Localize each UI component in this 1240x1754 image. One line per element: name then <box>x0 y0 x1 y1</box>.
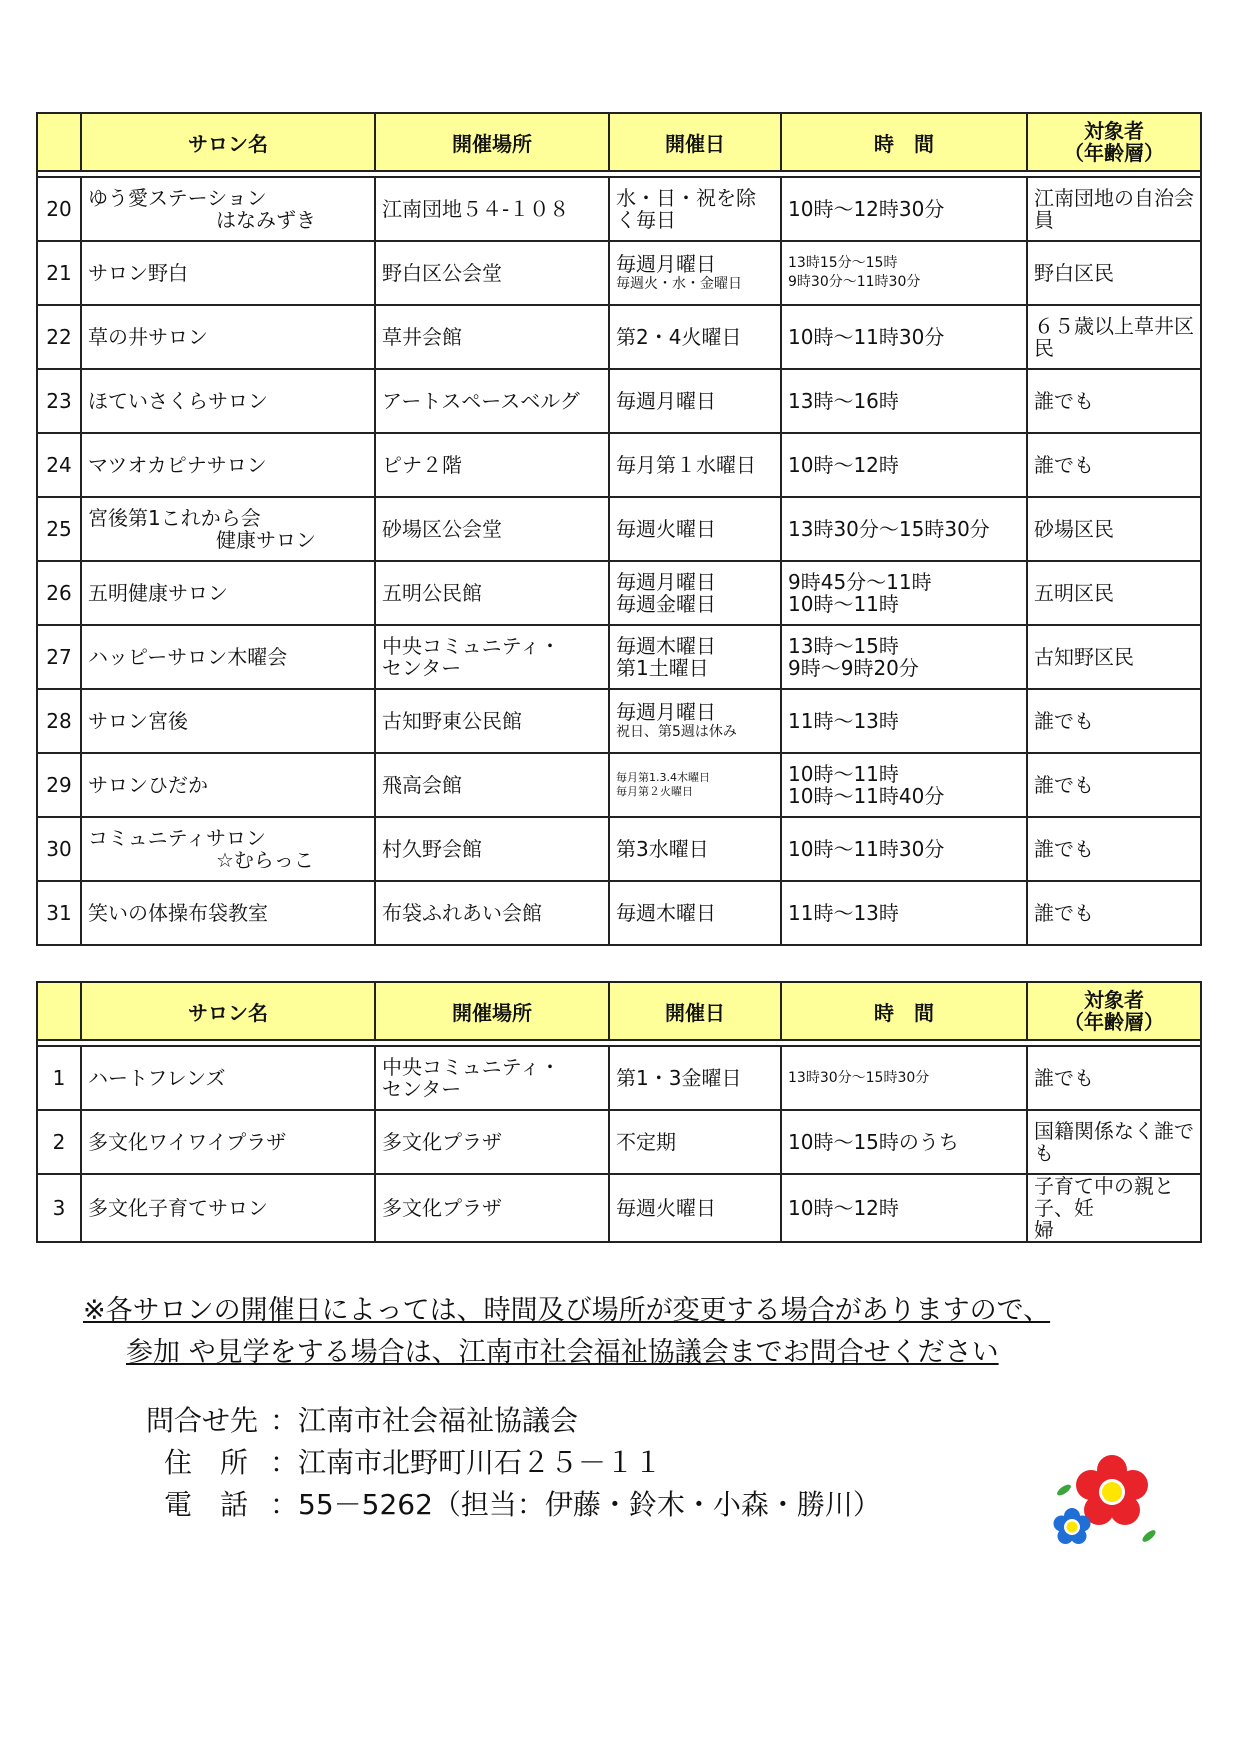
cell-name <box>81 369 375 433</box>
cell-name-line: コミュニティサロン <box>88 826 266 850</box>
cell-name <box>81 817 375 881</box>
cell-place-line: 飛高会館 <box>382 773 462 797</box>
table-row <box>37 625 1201 689</box>
cell-time-line: 11時～13時 <box>788 709 899 733</box>
flower-icon <box>1046 1452 1158 1554</box>
cell-place-line: 古知野東公民館 <box>382 709 522 733</box>
cell-target-line: 野白区民 <box>1034 261 1114 285</box>
header-target-line2: （年齢層） <box>1064 141 1164 165</box>
cell-place <box>375 1174 609 1242</box>
cell-day-line: 不定期 <box>616 1130 676 1154</box>
cell-day <box>609 1174 781 1242</box>
row-number: 20 <box>37 177 81 241</box>
cell-time-line: 10時～11時30分 <box>788 837 945 861</box>
cell-time <box>781 1046 1027 1110</box>
cell-day-line: 第1土曜日 <box>616 656 709 680</box>
cell-target-line: 誰でも <box>1034 773 1094 797</box>
table-row <box>37 433 1201 497</box>
cell-time <box>781 561 1027 625</box>
cell-day-line: 毎週木曜日 <box>616 901 716 925</box>
cell-place <box>375 625 609 689</box>
salon-table-2 <box>36 981 1202 1243</box>
cell-target-line: 誰でも <box>1034 837 1094 861</box>
cell-day-line: 第2・4火曜日 <box>616 325 742 349</box>
cell-target <box>1027 881 1201 945</box>
cell-place-line: 村久野会館 <box>382 837 482 861</box>
contact-org-row <box>146 1400 881 1442</box>
table-row <box>37 817 1201 881</box>
cell-day <box>609 497 781 561</box>
cell-place-line: 多文化プラザ <box>382 1196 502 1220</box>
contact-org-label: 問合せ先 <box>146 1404 259 1437</box>
cell-day-line: 毎週月曜日 <box>616 699 716 724</box>
cell-place <box>375 497 609 561</box>
table-row <box>37 689 1201 753</box>
cell-target <box>1027 1046 1201 1110</box>
cell-place-line: 中央コミュニティ・ <box>382 1055 560 1079</box>
cell-place <box>375 881 609 945</box>
cell-day-line: 毎週月曜日 <box>616 389 716 413</box>
cell-day <box>609 625 781 689</box>
cell-name-line: ほていさくらサロン <box>88 389 268 413</box>
cell-place-line: 砂場区公会堂 <box>382 517 502 541</box>
table-row <box>37 305 1201 369</box>
cell-name <box>81 753 375 817</box>
cell-target-line: 誰でも <box>1034 1066 1094 1090</box>
cell-place-line: 江南団地５４-１０８ <box>382 197 570 221</box>
header-day: 開催日 <box>609 113 781 171</box>
cell-time-line: 9時～9時20分 <box>788 656 919 680</box>
cell-day-line: 毎週火曜日 <box>616 1196 716 1220</box>
cell-day <box>609 241 781 305</box>
cell-day-line: 毎月第２火曜日 <box>616 785 693 798</box>
cell-time-line: 13時30分～15時30分 <box>788 517 990 541</box>
cell-place-line: センター <box>382 656 462 680</box>
cell-name <box>81 1174 375 1242</box>
table-header-row <box>37 113 1201 171</box>
notice-line-1: ※各サロンの開催日によっては、時間及び場所が変更する場合がありますので、 <box>83 1295 1051 1326</box>
cell-day-line: 毎月第１水曜日 <box>616 453 756 477</box>
cell-place <box>375 561 609 625</box>
cell-target-line: 国籍関係なく誰でも <box>1034 1119 1194 1165</box>
header-time: 時 間 <box>781 113 1027 171</box>
cell-name-line: 多文化子育てサロン <box>88 1196 268 1220</box>
cell-place-line: 布袋ふれあい会館 <box>382 901 542 925</box>
contact-address: ：江南市北野町川石２５－１１ <box>270 1446 663 1479</box>
cell-name-line: 宮後第1これから会 <box>88 506 261 530</box>
cell-name <box>81 625 375 689</box>
cell-day <box>609 369 781 433</box>
cell-target-line: 婦 <box>1034 1218 1054 1242</box>
cell-time-line: 10時～11時 <box>788 762 899 786</box>
row-number: 26 <box>37 561 81 625</box>
cell-target <box>1027 625 1201 689</box>
cell-name-line: 健康サロン <box>216 528 316 552</box>
cell-place <box>375 305 609 369</box>
cell-place-line: 五明公民館 <box>382 581 482 605</box>
cell-place <box>375 689 609 753</box>
cell-place <box>375 1046 609 1110</box>
contact-address-label: 住 所 <box>164 1446 249 1479</box>
cell-day <box>609 1046 781 1110</box>
cell-place <box>375 753 609 817</box>
cell-time-line: 10時～12時 <box>788 453 899 477</box>
cell-time <box>781 817 1027 881</box>
contact-address-row <box>146 1442 881 1484</box>
header-place: 開催場所 <box>375 982 609 1040</box>
table-row <box>37 177 1201 241</box>
cell-target <box>1027 305 1201 369</box>
cell-place-line: アートスペースベルグ <box>382 389 580 413</box>
cell-day <box>609 305 781 369</box>
cell-name-line: サロン野白 <box>88 261 188 285</box>
cell-name <box>81 433 375 497</box>
row-number: 24 <box>37 433 81 497</box>
cell-time-line: 13時30分～15時30分 <box>788 1069 930 1086</box>
cell-time <box>781 177 1027 241</box>
cell-time-line: 9時45分～11時 <box>788 570 932 594</box>
cell-time <box>781 625 1027 689</box>
cell-day-line: 第3水曜日 <box>616 837 709 861</box>
cell-place-line: センター <box>382 1077 462 1101</box>
cell-name-line: 笑いの体操布袋教室 <box>88 901 268 925</box>
table-row <box>37 1174 1201 1242</box>
cell-name-line: 草の井サロン <box>88 325 208 349</box>
cell-name-line: マツオカピナサロン <box>88 453 267 477</box>
cell-name-line: ハッピーサロン木曜会 <box>88 645 288 669</box>
cell-target <box>1027 753 1201 817</box>
notice-line-2: 参加 や見学をする場合は、江南市社会福祉協議会までお問合せください <box>126 1337 999 1368</box>
table-row <box>37 241 1201 305</box>
cell-time-line: 10時～11時30分 <box>788 325 945 349</box>
cell-name-line: ゆう愛ステーション <box>88 186 267 210</box>
cell-place <box>375 433 609 497</box>
cell-name-line: サロン宮後 <box>88 709 188 733</box>
cell-time-line: 10時～12時30分 <box>788 197 945 221</box>
header-target <box>1027 982 1201 1040</box>
cell-name-line: はなみずき <box>216 208 316 232</box>
cell-target <box>1027 241 1201 305</box>
cell-target-line: 誰でも <box>1034 453 1094 477</box>
contact-tel-row <box>146 1484 881 1526</box>
cell-time-line: 13時～16時 <box>788 389 899 413</box>
cell-time-line: 10時～11時40分 <box>788 784 945 808</box>
row-number: 3 <box>37 1174 81 1242</box>
contact-tel: ：55－5262（担当：伊藤・鈴木・小森・勝川） <box>270 1488 881 1521</box>
cell-target <box>1027 561 1201 625</box>
cell-name <box>81 241 375 305</box>
cell-day <box>609 817 781 881</box>
table-row <box>37 1046 1201 1110</box>
cell-day-line: 毎週月曜日 <box>616 570 716 594</box>
cell-name <box>81 881 375 945</box>
cell-target <box>1027 497 1201 561</box>
row-number: 22 <box>37 305 81 369</box>
cell-time <box>781 1110 1027 1174</box>
cell-time-line: 10時～15時のうち <box>788 1130 959 1154</box>
cell-time-line: 13時～15時 <box>788 634 899 658</box>
cell-time-line: 10時～12時 <box>788 1196 899 1220</box>
header-time: 時 間 <box>781 982 1027 1040</box>
cell-time <box>781 433 1027 497</box>
cell-name-line: 多文化ワイワイプラザ <box>88 1130 287 1154</box>
row-number: 2 <box>37 1110 81 1174</box>
cell-target <box>1027 177 1201 241</box>
table-row <box>37 753 1201 817</box>
row-number: 29 <box>37 753 81 817</box>
cell-place-line: 多文化プラザ <box>382 1130 502 1154</box>
cell-target-line: 砂場区民 <box>1034 517 1114 541</box>
cell-place <box>375 369 609 433</box>
cell-name <box>81 1110 375 1174</box>
cell-day-line: 毎月第1.3.4木曜日 <box>616 771 710 784</box>
cell-day <box>609 753 781 817</box>
cell-target <box>1027 369 1201 433</box>
cell-time <box>781 497 1027 561</box>
cell-name-line: ハートフレンズ <box>88 1066 226 1090</box>
cell-day <box>609 689 781 753</box>
cell-target-line: 誰でも <box>1034 709 1094 733</box>
cell-place <box>375 177 609 241</box>
table-row <box>37 1110 1201 1174</box>
cell-name-line: ☆むらっこ <box>216 848 314 872</box>
cell-time-line: 10時～11時 <box>788 592 899 616</box>
header-target <box>1027 113 1201 171</box>
cell-target <box>1027 817 1201 881</box>
cell-time <box>781 881 1027 945</box>
row-number: 1 <box>37 1046 81 1110</box>
row-number: 25 <box>37 497 81 561</box>
cell-day-line: 第1・3金曜日 <box>616 1066 742 1090</box>
row-number: 28 <box>37 689 81 753</box>
contact-block <box>146 1400 881 1526</box>
cell-target-line: 江南団地の自治会員 <box>1034 186 1194 232</box>
contact-org: ：江南市社会福祉協議会 <box>270 1404 579 1437</box>
salon-table-1 <box>36 112 1202 946</box>
cell-time-line: 13時15分～15時 <box>788 255 898 271</box>
cell-time <box>781 369 1027 433</box>
cell-day-line: 祝日、第5週は休み <box>616 723 737 740</box>
cell-target <box>1027 1110 1201 1174</box>
table-row <box>37 369 1201 433</box>
header-target-line1: 対象者 <box>1084 119 1144 143</box>
table-row <box>37 881 1201 945</box>
cell-target-line: 子育て中の親と子、妊 <box>1034 1174 1174 1220</box>
cell-place-line: 草井会館 <box>382 325 462 349</box>
cell-time-line: 9時30分～11時30分 <box>788 274 921 290</box>
cell-time <box>781 305 1027 369</box>
cell-name-line: サロンひだか <box>88 773 208 797</box>
cell-name <box>81 1046 375 1110</box>
cell-target <box>1027 433 1201 497</box>
header-day: 開催日 <box>609 982 781 1040</box>
cell-day-line: 毎週月曜日 <box>616 251 716 276</box>
cell-name <box>81 497 375 561</box>
cell-day <box>609 1110 781 1174</box>
row-number: 27 <box>37 625 81 689</box>
cell-name <box>81 305 375 369</box>
notice <box>0 1290 1240 1374</box>
cell-time <box>781 689 1027 753</box>
header-target-line1: 対象者 <box>1084 988 1144 1012</box>
header-place: 開催場所 <box>375 113 609 171</box>
cell-target-line: 誰でも <box>1034 389 1094 413</box>
cell-day-line: 毎週火曜日 <box>616 517 716 541</box>
table-row <box>37 561 1201 625</box>
header-target-line2: （年齢層） <box>1064 1010 1164 1034</box>
cell-day <box>609 177 781 241</box>
cell-time <box>781 241 1027 305</box>
cell-target <box>1027 1174 1201 1242</box>
cell-day <box>609 433 781 497</box>
cell-place-line: 野白区公会堂 <box>382 261 502 285</box>
row-number: 30 <box>37 817 81 881</box>
cell-day-line: 毎週木曜日 <box>616 634 716 658</box>
cell-target-line: 誰でも <box>1034 901 1094 925</box>
header-name: サロン名 <box>81 113 375 171</box>
header-no <box>37 113 81 171</box>
cell-day <box>609 881 781 945</box>
cell-target-line: 五明区民 <box>1034 581 1114 605</box>
cell-place-line: ピナ２階 <box>382 453 462 477</box>
cell-day-line: 毎週火・水・金曜日 <box>616 275 742 292</box>
cell-day-line: 水・日・祝を除 <box>616 186 756 210</box>
cell-target-line: ６５歳以上草井区民 <box>1034 314 1194 360</box>
cell-place <box>375 241 609 305</box>
cell-name <box>81 177 375 241</box>
row-number: 23 <box>37 369 81 433</box>
cell-name <box>81 561 375 625</box>
table-header-row <box>37 982 1201 1040</box>
row-number: 21 <box>37 241 81 305</box>
cell-target-line: 古知野区民 <box>1034 645 1134 669</box>
cell-place <box>375 1110 609 1174</box>
cell-day-line: く毎日 <box>616 208 676 232</box>
contact-tel-label: 電 話 <box>164 1488 249 1521</box>
cell-time <box>781 1174 1027 1242</box>
table-row <box>37 497 1201 561</box>
cell-place <box>375 817 609 881</box>
cell-place-line: 中央コミュニティ・ <box>382 634 560 658</box>
row-number: 31 <box>37 881 81 945</box>
cell-name-line: 五明健康サロン <box>88 581 228 605</box>
cell-name <box>81 689 375 753</box>
cell-time <box>781 753 1027 817</box>
header-no <box>37 982 81 1040</box>
cell-target <box>1027 689 1201 753</box>
header-name: サロン名 <box>81 982 375 1040</box>
cell-day-line: 毎週金曜日 <box>616 592 716 616</box>
cell-time-line: 11時～13時 <box>788 901 899 925</box>
cell-day <box>609 561 781 625</box>
